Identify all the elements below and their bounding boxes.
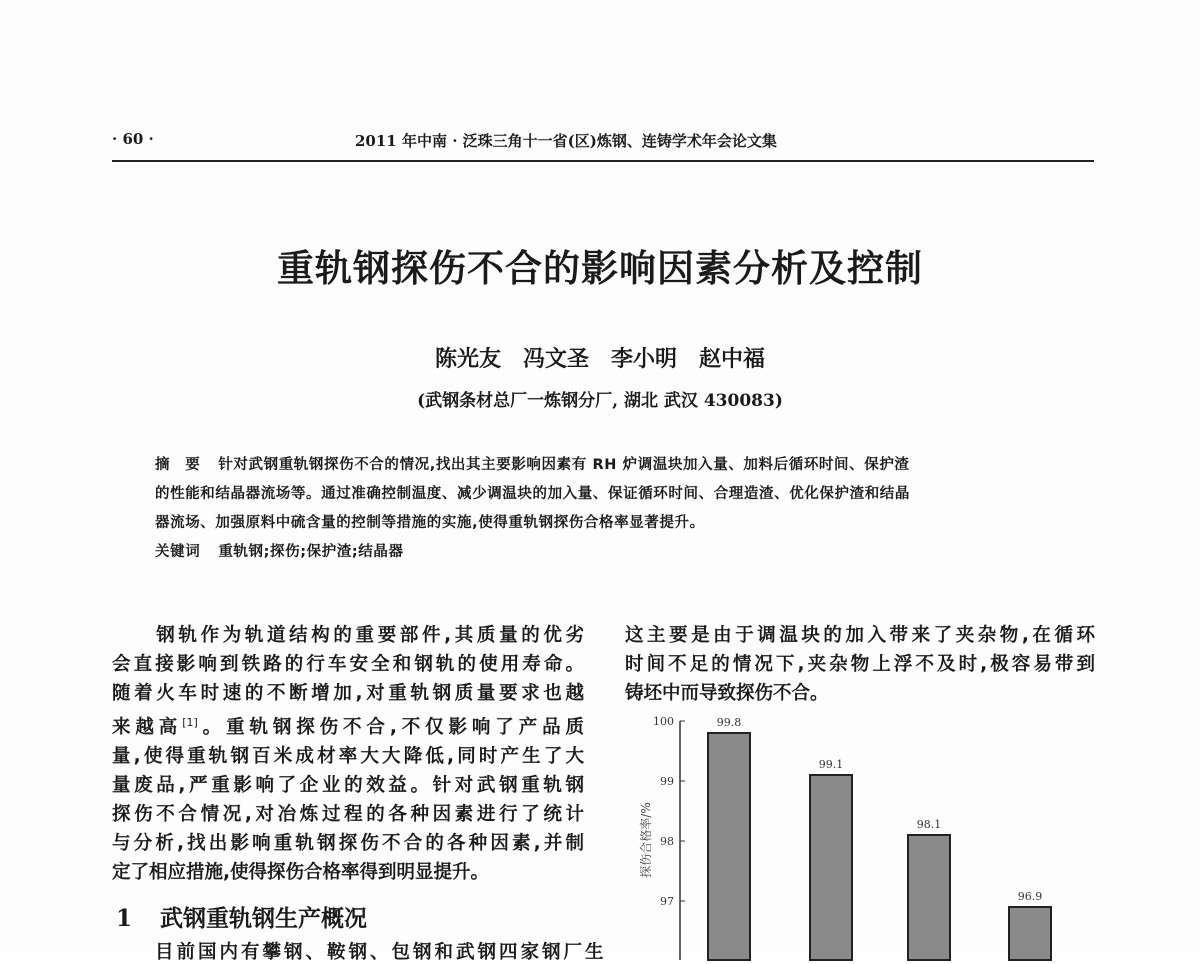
bar-value-label: 99.8: [716, 716, 742, 729]
section-heading: [116, 900, 367, 933]
keywords-text: 重轨钢;探伤;保护渣;结晶器: [218, 544, 404, 560]
text-line: [112, 708, 584, 742]
text-line: 这主要是由于调温块的加入带来了夹杂物,在循环: [625, 625, 1095, 646]
text-line: 量,使得重轨钢百米成材率大大降低,同时产生了大: [112, 746, 584, 768]
text-line: 钢轨作为轨道结构的重要部件,其质量的优劣: [112, 625, 584, 646]
paper-title: 重轨钢探伤不合的影响因素分析及控制: [277, 247, 923, 290]
authors: 陈光友 冯文圣 李小明 赵中福: [434, 346, 765, 372]
section-title: 武钢重轨钢生产概况: [160, 906, 368, 932]
bar-value-label: 98.1: [916, 818, 942, 831]
text-line: 目前国内有攀钢、鞍钢、包钢和武钢四家钢厂生: [155, 942, 607, 963]
bar: [708, 733, 750, 960]
bar: [810, 775, 852, 960]
y-tick-label: 100: [653, 715, 674, 728]
text-line: 时间不足的情况下,夹杂物上浮不及时,极容易带到: [625, 654, 1095, 675]
text-line: 会直接影响到铁路的行车安全和钢轨的使用寿命。: [112, 654, 584, 675]
keywords: [155, 540, 404, 561]
left-column: [112, 621, 584, 887]
text-line: 探伤不合情况,对冶炼过程的各种因素进行了统计: [112, 804, 584, 826]
bar-value-label: 96.9: [1017, 890, 1043, 903]
bar-value-label: 99.1: [818, 758, 844, 771]
y-axis-label: 探伤合格率/%: [639, 802, 653, 878]
header-rule: [112, 160, 1094, 162]
abstract-text: 针对武钢重轨钢探伤不合的情况,找出其主要影响因素有 RH 炉调温块加入量、加料后循环时间、保护渣: [218, 457, 910, 473]
bar-chart: [600, 700, 1100, 960]
abstract-line: [155, 453, 910, 474]
affiliation: (武钢条材总厂一炼钢分厂, 湖北 武汉 430083): [417, 391, 783, 411]
bar: [908, 835, 950, 960]
abstract-line: 的性能和结晶器流场等。通过准确控制温度、减少调温块的加入量、保证循环时间、合理造渣、优化保护渣和结晶: [155, 486, 910, 502]
y-tick-label: 98: [660, 835, 674, 848]
y-tick-label: 99: [660, 775, 674, 788]
y-tick-label: 97: [660, 895, 674, 908]
text-line: 铸坯中而导致探伤不合。: [625, 683, 829, 704]
abstract-line: 器流场、加强原料中硫含量的控制等措施的实施,使得重轨钢探伤合格率显著提升。: [155, 515, 705, 531]
text-line: 定了相应措施,使得探伤合格率得到明显提升。: [112, 862, 490, 884]
abstract-label: 摘 要: [155, 457, 201, 473]
bar: [1009, 907, 1051, 960]
running-header: 2011 年中南 · 泛珠三角十一省(区)炼钢、连铸学术年会论文集: [355, 132, 777, 150]
text-line: 随着火车时速的不断增加,对重轨钢质量要求也越: [112, 683, 584, 704]
right-column: [625, 621, 1095, 708]
text-line: 与分析,找出影响重轨钢探伤不合的各种因素,并制: [112, 833, 584, 855]
page-number: · 60 ·: [112, 130, 154, 148]
text-line: 量废品,严重影响了企业的效益。针对武钢重轨钢: [112, 775, 584, 797]
text: 。重轨钢探伤不合,不仅影响了产品质: [197, 717, 584, 739]
section-number: 1: [116, 905, 133, 932]
keywords-label: 关键词: [155, 544, 201, 560]
citation: [1]: [182, 716, 198, 729]
text: 来越高: [112, 717, 183, 739]
